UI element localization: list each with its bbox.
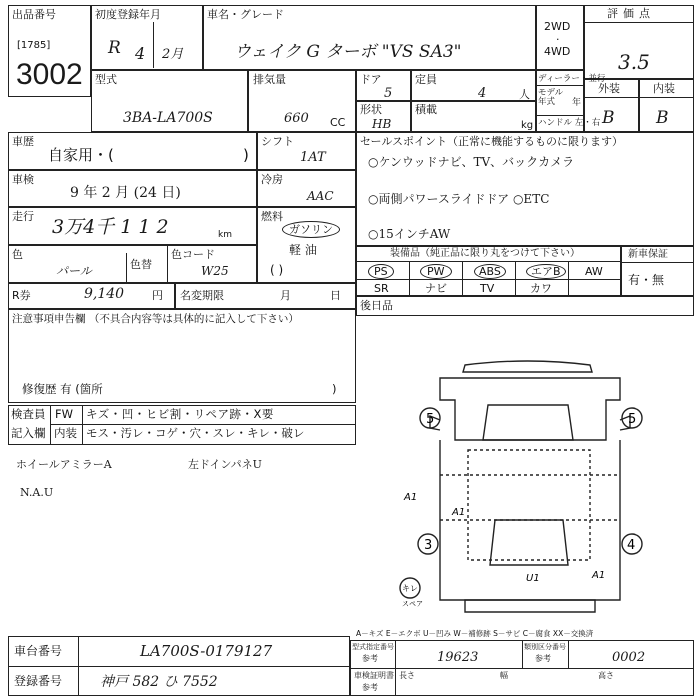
- mileage-value: 3万4千 1 1 2: [52, 216, 169, 238]
- equip-navi: ナビ: [425, 282, 447, 295]
- length-label: 長さ: [399, 671, 415, 680]
- first-reg-year: 4: [135, 44, 146, 63]
- fuel-gas: ガソリン: [282, 221, 340, 238]
- ticket-unit: 円: [152, 289, 163, 302]
- fw-items: キズ・凹・ヒビ割・リペア跡・X要: [86, 407, 274, 421]
- notes-label: 注意事項申告欄 （不具合内容等は具体的に記入して下さい）: [12, 313, 299, 325]
- capacity-unit: 人: [519, 88, 530, 101]
- model-label: 型式: [95, 73, 117, 86]
- inspector-note-2: 左ドインパネU: [188, 458, 262, 471]
- cert-label: 型式指定番号: [352, 643, 394, 651]
- dealer-label: ディーラー・並行: [538, 74, 606, 84]
- shift-value: 1AT: [300, 150, 326, 165]
- record-label: 記入欄: [11, 426, 46, 440]
- reg-value: 神戸 582 ひ 7552: [100, 674, 218, 690]
- inspection-value: 9 年 2 月 (24 日): [70, 185, 181, 201]
- mark-left-side: A1: [452, 507, 466, 518]
- namechange-label: 名変期限: [180, 289, 224, 302]
- mileage-label: 走行: [12, 210, 34, 223]
- repair-close: ): [332, 382, 337, 396]
- history-value: 自家用・(: [48, 146, 114, 164]
- first-reg-label: 初度登録年月: [95, 8, 161, 21]
- score-value: 3.5: [618, 50, 650, 74]
- equipment-label: 装備品（純正品に限り丸をつけて下さい）: [390, 248, 580, 259]
- equip-aw: AW: [585, 265, 603, 278]
- displacement-unit: CC: [330, 116, 346, 129]
- doors-label: ドア: [360, 73, 382, 86]
- chassis-value: LA700S-0179127: [140, 642, 273, 660]
- class-sub: 参考: [535, 654, 551, 663]
- inspector-note-1: ホイールアミラーA: [16, 458, 112, 471]
- mark-rear-left-wheel: 3: [424, 538, 433, 553]
- car-name-label: 車名・グレード: [207, 8, 284, 21]
- first-reg-era: R: [108, 38, 121, 58]
- rear-seat-label: 後日品: [360, 299, 393, 312]
- mileage-unit: km: [218, 230, 232, 240]
- load-unit: kg: [521, 120, 534, 131]
- selling-point-2: ○両側パワースライドドア ○ETC: [368, 192, 550, 206]
- selling-point-1: ○ケンウッドナビ、TV、バックカメラ: [368, 155, 575, 169]
- model-year-unit: 年: [572, 98, 582, 108]
- color-value: パール: [56, 264, 92, 278]
- height-label: 高さ: [598, 671, 614, 680]
- fuel-label: 燃料: [261, 210, 283, 223]
- exterior-value: B: [602, 108, 615, 128]
- lot-label: 出品番号: [12, 8, 56, 21]
- mark-rear-right-wheel: 4: [627, 538, 636, 553]
- color-label: 色: [12, 248, 23, 261]
- damage-legend: A－キズ E－エクボ U－凹み W－補修跡 S－サビ C－腐食 XX－交換済: [356, 629, 594, 638]
- fuel-paren: ( ): [270, 263, 284, 277]
- displacement-value: 660: [284, 111, 309, 126]
- equip-ps: PS: [368, 264, 394, 279]
- repaint-label: 色替: [130, 258, 152, 271]
- ticket-label: R券: [12, 289, 31, 302]
- equip-tv: TV: [480, 282, 495, 295]
- load-label: 積載: [415, 103, 437, 116]
- selling-point-3: ○15インチAW: [368, 227, 451, 241]
- namechange-month: 月: [280, 289, 291, 302]
- ticket-value: 9,140: [84, 286, 125, 302]
- inspection-label: 車検: [12, 173, 34, 186]
- fuel-diesel: 軽 油: [289, 243, 317, 257]
- mark-rear-right: A1: [592, 570, 606, 581]
- history-close: ): [243, 146, 249, 164]
- inspector-label: 検査員: [11, 407, 46, 421]
- lot-code: [1785]: [17, 40, 51, 51]
- color-code-label: 色コード: [171, 248, 215, 261]
- interior-label: 内装: [653, 82, 675, 95]
- doors-value: 5: [384, 86, 393, 101]
- cert-value: 19623: [437, 650, 479, 665]
- shape-value: HB: [372, 117, 392, 131]
- int-label: 内装: [54, 426, 77, 440]
- lot-number: 3002: [16, 58, 83, 91]
- cert-sub: 参考: [362, 654, 378, 663]
- spare-mark: キレ: [402, 584, 418, 593]
- reg-label: 登録番号: [14, 674, 63, 688]
- interior-value: B: [656, 108, 669, 128]
- shape-label: 形状: [360, 103, 382, 116]
- capacity-label: 定員: [415, 73, 437, 86]
- chassis-label: 車台番号: [14, 644, 63, 658]
- mark-front-left-wheel: 5: [426, 412, 435, 427]
- selling-points-label: セールスポイント（正常に機能するものに限ります）: [360, 135, 624, 148]
- displacement-label: 排気量: [253, 73, 286, 86]
- new-car-label: 新車保証: [628, 249, 668, 260]
- model-year-label: モデル年式: [538, 88, 564, 107]
- width-label: 幅: [500, 671, 508, 680]
- equip-sr: SR: [374, 282, 389, 295]
- reg-cert-sub: 参考: [362, 683, 378, 692]
- drive-2wd: 2WD: [544, 20, 571, 33]
- drive-4wd: 4WD: [544, 45, 571, 58]
- reg-cert-label: 車検証明書: [354, 671, 394, 680]
- fw-label: FW: [55, 407, 73, 421]
- drive-dot: ·: [556, 33, 560, 46]
- cooler-value: AAC: [307, 189, 334, 203]
- class-label: 類別区分番号: [524, 643, 566, 651]
- score-label: 評価点: [607, 7, 655, 20]
- first-reg-month: 2月: [162, 47, 184, 62]
- inspector-note-3: N.A.U: [20, 486, 54, 499]
- repair-label: 修復歴 有 (箇所: [22, 382, 103, 396]
- spare-label: スペア: [402, 600, 423, 608]
- handle-label: ハンドル 左・右: [538, 118, 601, 128]
- exterior-label: 外装: [598, 82, 620, 95]
- mark-rear: U1: [526, 573, 540, 584]
- capacity-value: 4: [478, 86, 487, 101]
- new-car-value: 有・無: [628, 273, 665, 287]
- color-code-value: W25: [201, 264, 229, 278]
- equip-airbag: エアB: [526, 264, 566, 279]
- mark-front-right-wheel: 5: [628, 412, 637, 427]
- history-label: 車歴: [12, 135, 34, 148]
- class-value: 0002: [612, 650, 646, 665]
- car-name-value: ウェイク G ターボ "VS SA3": [234, 42, 462, 62]
- namechange-day: 日: [330, 289, 341, 302]
- mark-left-door: A1: [404, 492, 418, 503]
- cooler-label: 冷房: [261, 173, 283, 186]
- int-items: モス・汚レ・コゲ・穴・スレ・キレ・破レ: [86, 426, 305, 440]
- shift-label: シフト: [261, 135, 294, 148]
- equip-pw: PW: [420, 264, 452, 279]
- equip-leather: カワ: [530, 282, 552, 295]
- model-value: 3BA-LA700S: [123, 110, 213, 126]
- equip-abs: ABS: [474, 264, 506, 279]
